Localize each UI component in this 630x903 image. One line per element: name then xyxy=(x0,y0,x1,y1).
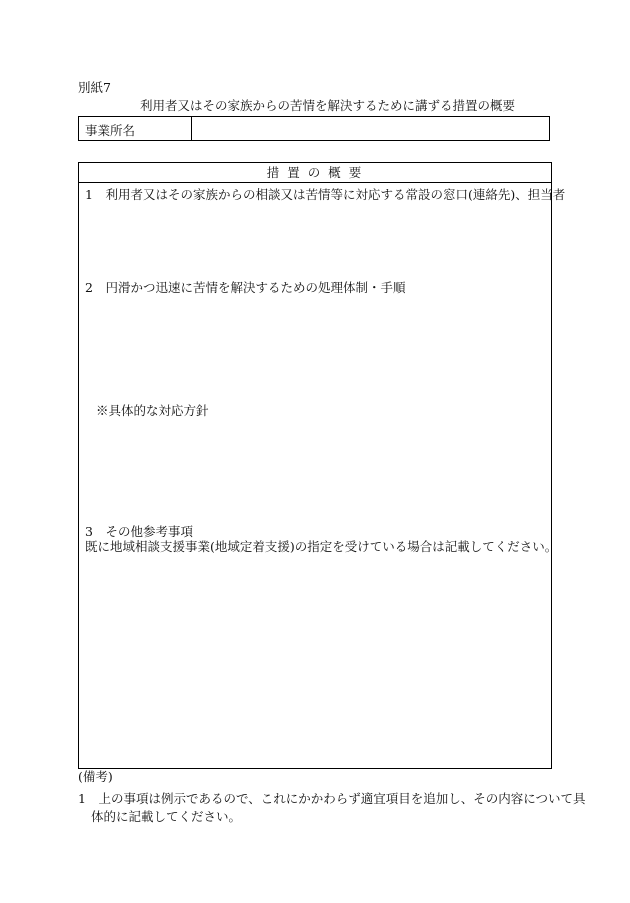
item-2-procedure: 2 円滑かつ迅速に苦情を解決するための処理体制・手順 xyxy=(85,280,406,295)
office-name-label: 事業所名 xyxy=(79,117,192,140)
office-name-field[interactable] xyxy=(192,117,549,140)
item-3-other-matters: 3 その他参考事項 xyxy=(85,524,193,539)
notes-item-1: 1 上の事項は例示であるので、これにかかわらず適宜項目を追加し、その内容について具 xyxy=(78,791,586,806)
item-2-answer-area[interactable] xyxy=(79,298,551,398)
document-title: 利用者又はその家族からの苦情を解決するために講ずる措置の概要 xyxy=(140,98,516,113)
item-3-answer-area[interactable] xyxy=(79,557,551,762)
item-1-answer-area[interactable] xyxy=(79,205,551,275)
notes-heading: (備考) xyxy=(78,769,113,784)
form-number: 別紙7 xyxy=(78,80,111,95)
notes-item-1-continued: 体的に記載してください。 xyxy=(91,809,242,824)
item-1-contact-window: 1 利用者又はその家族からの相談又は苦情等に対応する常設の窓口(連絡先)、担当者 xyxy=(85,187,566,202)
office-name-table xyxy=(78,116,550,141)
measures-header: 措 置 の 概 要 xyxy=(79,163,551,183)
measures-summary-box xyxy=(78,162,566,769)
item-2-policy-note: ※具体的な対応方針 xyxy=(96,403,209,418)
item-3-description: 既に地域相談支援事業(地域定着支援)の指定を受けている場合は記載してください。 xyxy=(85,539,558,554)
item-2-policy-answer-area[interactable] xyxy=(79,421,551,521)
